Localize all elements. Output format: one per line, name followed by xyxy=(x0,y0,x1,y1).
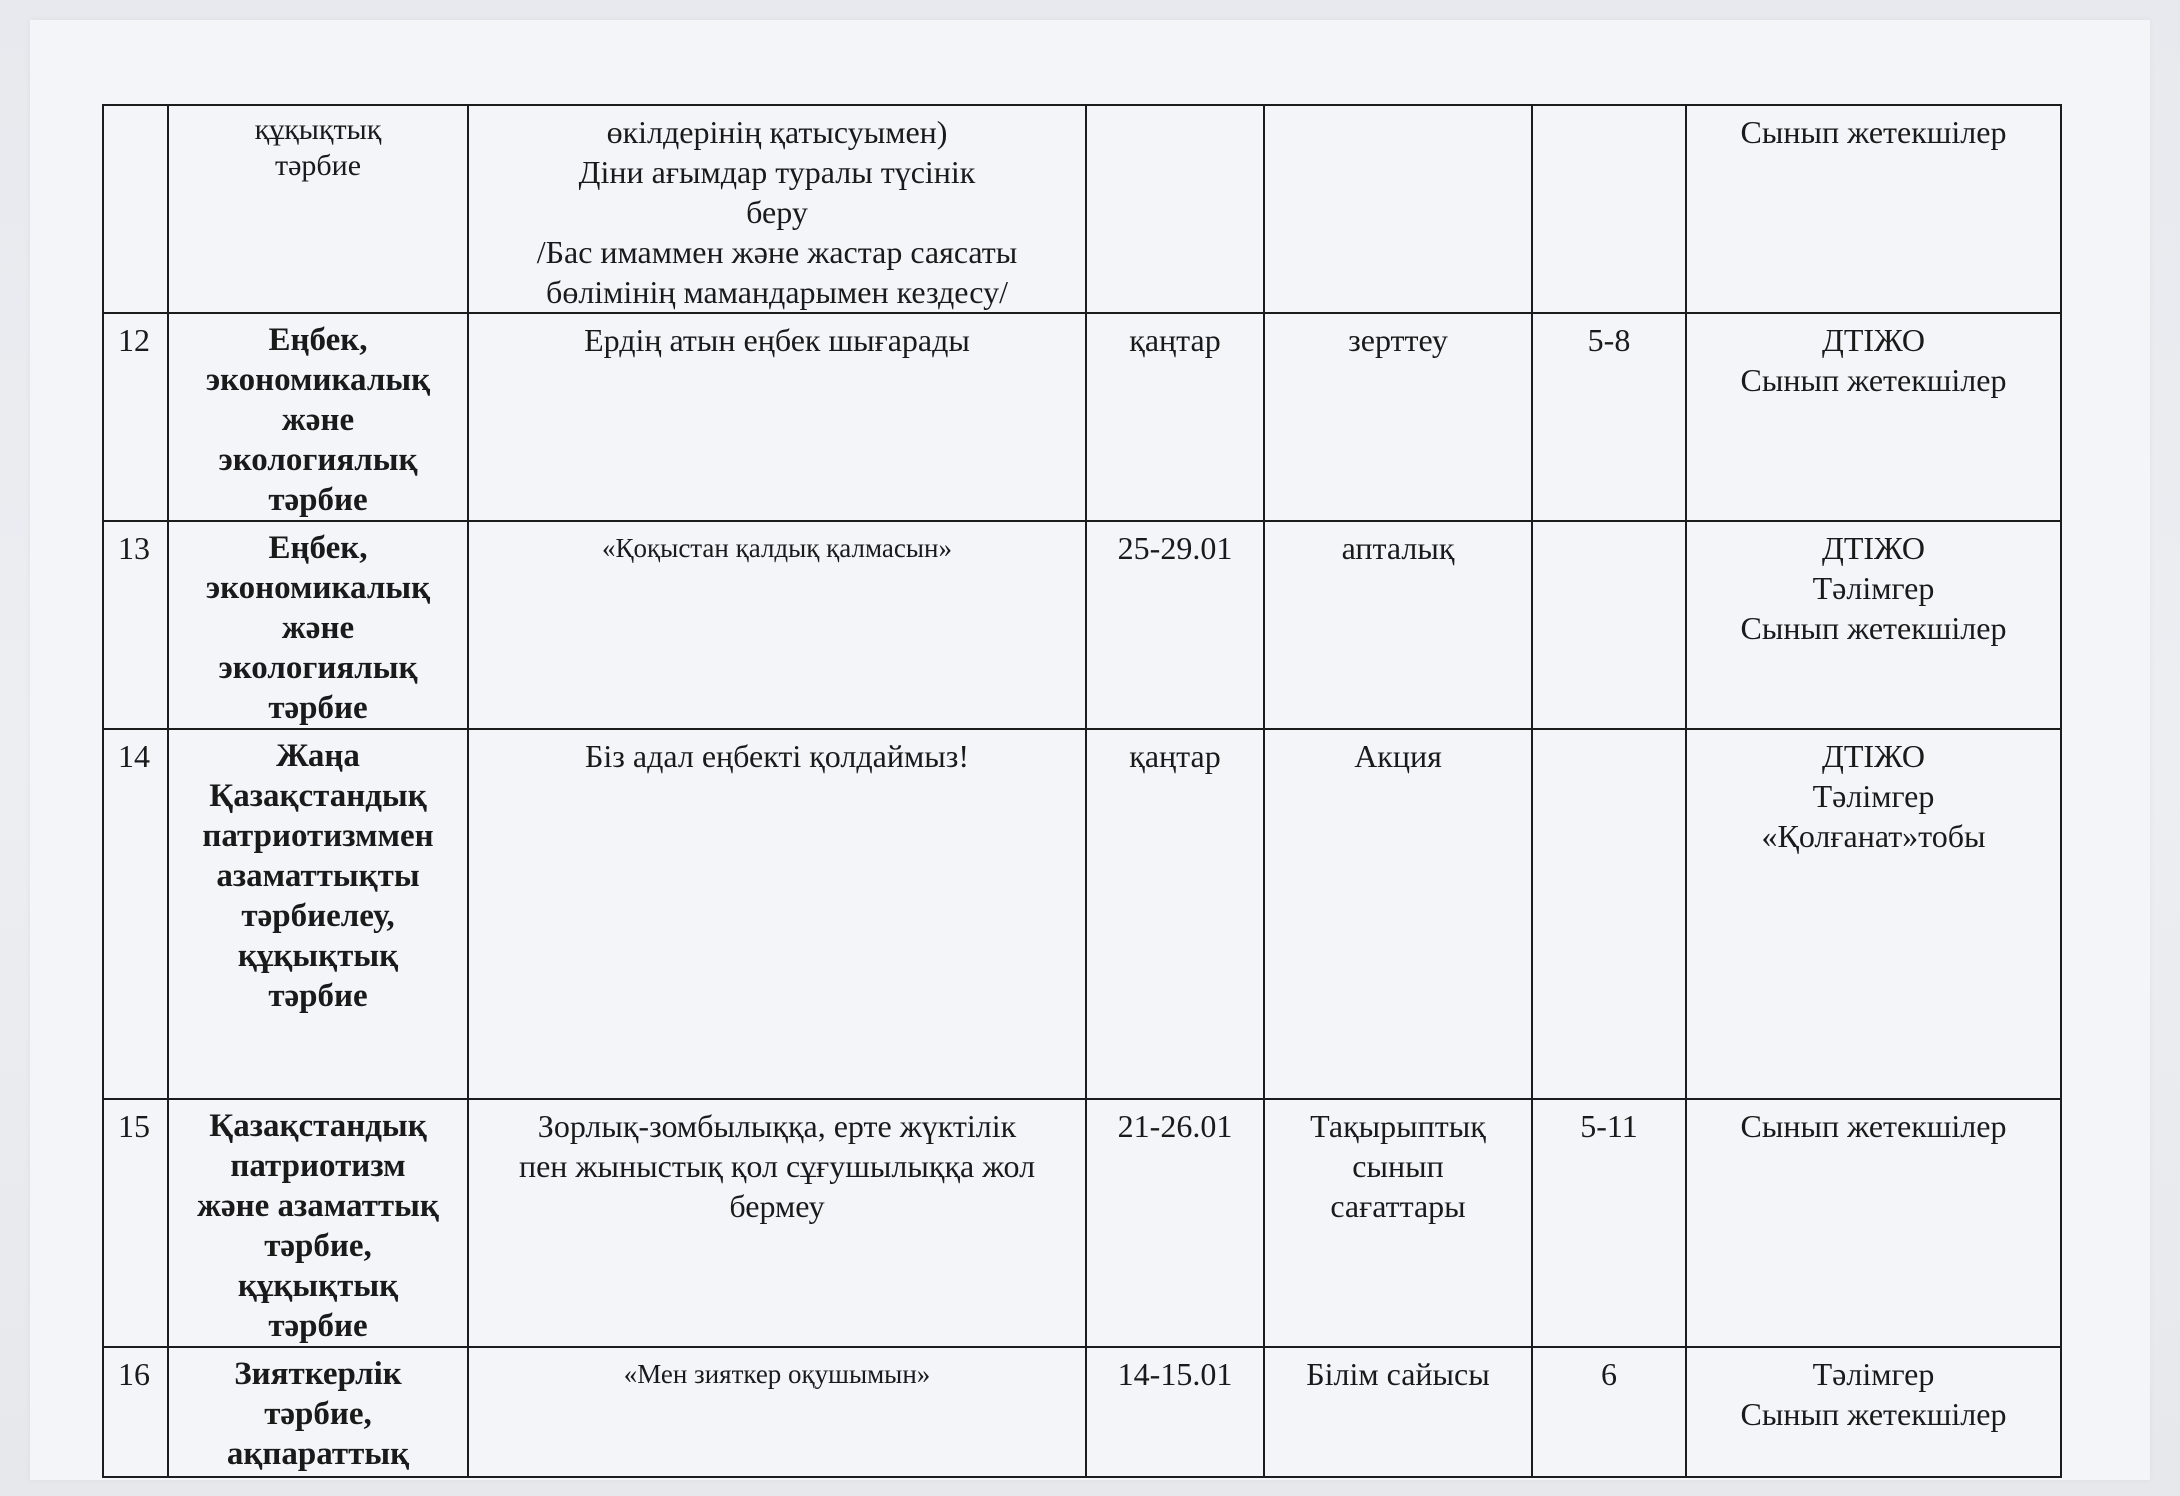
event-cell xyxy=(468,729,1086,1099)
responsible-cell-line: Сынып жетекшілер xyxy=(1740,1396,2007,1432)
topic-cell-line: және xyxy=(281,402,355,438)
event-cell-line: Зорлық-зомбылыққа, ерте жүктілік xyxy=(537,1108,1017,1144)
event-cell xyxy=(468,313,1086,521)
row-number-cell: 13 xyxy=(103,521,168,729)
form-cell xyxy=(1264,1099,1532,1347)
topic-cell-line: құқықтық xyxy=(254,113,382,146)
topic-cell-line: және азаматтық xyxy=(197,1188,439,1224)
topic-cell-line: экологиялық xyxy=(218,650,418,686)
form-cell-line: апталық xyxy=(1341,530,1455,566)
table-row xyxy=(103,313,2061,521)
grade-cell: 5-8 xyxy=(1532,313,1686,521)
event-cell xyxy=(468,1099,1086,1347)
responsible-cell-line: Тәлімгер xyxy=(1812,570,1935,606)
form-cell xyxy=(1264,729,1532,1099)
event-cell xyxy=(468,1347,1086,1477)
topic-cell-line: тәрбие xyxy=(268,1308,368,1344)
form-cell-line: Акция xyxy=(1354,738,1442,774)
responsible-cell-line: Сынып жетекшілер xyxy=(1740,114,2007,150)
date-cell: қаңтар xyxy=(1086,313,1264,521)
topic-cell-line: тәрбие xyxy=(268,690,368,726)
responsible-cell xyxy=(1686,105,2061,313)
table-row xyxy=(103,1347,2061,1477)
event-cell-line: пен жыныстық қол сұғушылыққа жол xyxy=(518,1148,1036,1184)
document-page xyxy=(30,20,2150,1480)
responsible-cell xyxy=(1686,1099,2061,1347)
table-row xyxy=(103,521,2061,729)
responsible-cell xyxy=(1686,729,2061,1099)
events-plan-table xyxy=(102,104,2062,1478)
responsible-cell xyxy=(1686,313,2061,521)
row-number-cell: 15 xyxy=(103,1099,168,1347)
form-cell-line: сағаттары xyxy=(1330,1188,1466,1224)
form-cell xyxy=(1264,105,1532,313)
topic-cell xyxy=(168,313,468,521)
grade-cell: 5-11 xyxy=(1532,1099,1686,1347)
topic-cell-line: және xyxy=(281,610,355,646)
form-cell-line: Тақырыптық xyxy=(1310,1108,1486,1144)
topic-cell-line: тәрбие xyxy=(268,978,368,1014)
topic-cell-line: экологиялық xyxy=(218,442,418,478)
date-cell: қаңтар xyxy=(1086,729,1264,1099)
table-row xyxy=(103,1099,2061,1347)
grade-cell xyxy=(1532,105,1686,313)
row-number-cell: 14 xyxy=(103,729,168,1099)
date-cell: 25-29.01 xyxy=(1086,521,1264,729)
event-cell-line: «Мен зияткер оқушымын» xyxy=(623,1359,931,1389)
topic-cell xyxy=(168,521,468,729)
grade-cell: 6 xyxy=(1532,1347,1686,1477)
plan-table-wrapper xyxy=(102,104,2060,1472)
event-cell-line: бөлімінің мамандарымен кездесу/ xyxy=(546,274,1008,310)
topic-cell-line: тәрбие xyxy=(274,149,362,182)
date-cell xyxy=(1086,105,1264,313)
form-cell-line: зерттеу xyxy=(1348,322,1448,358)
grade-cell xyxy=(1532,521,1686,729)
responsible-cell-line: ДТІЖО xyxy=(1821,530,1925,566)
topic-cell-line: Зияткерлік xyxy=(234,1356,402,1392)
topic-cell-line: патриотизммен xyxy=(202,818,434,854)
grade-cell xyxy=(1532,729,1686,1099)
event-cell-line: Ердің атын еңбек шығарады xyxy=(584,322,970,358)
date-cell: 21-26.01 xyxy=(1086,1099,1264,1347)
topic-cell-line: құқықтық xyxy=(237,938,399,974)
row-number-cell xyxy=(103,105,168,313)
topic-cell-line: тәрбиелеу, xyxy=(241,898,395,934)
event-cell-line: беру xyxy=(746,194,808,230)
event-cell xyxy=(468,521,1086,729)
responsible-cell-line: «Қолғанат»тобы xyxy=(1761,818,1986,854)
event-cell-line: Біз адал еңбекті қолдаймыз! xyxy=(585,738,969,774)
topic-cell-line: Еңбек, xyxy=(268,530,368,566)
form-cell-line: Білім сайысы xyxy=(1306,1356,1490,1392)
responsible-cell-line: Сынып жетекшілер xyxy=(1740,610,2007,646)
topic-cell-line: құқықтық xyxy=(237,1268,399,1304)
event-cell-line: /Бас имаммен және жастар саясаты xyxy=(536,234,1018,270)
form-cell xyxy=(1264,313,1532,521)
event-cell-line: бермеу xyxy=(729,1188,825,1224)
topic-cell xyxy=(168,1099,468,1347)
responsible-cell-line: ДТІЖО xyxy=(1821,322,1925,358)
responsible-cell-line: ДТІЖО xyxy=(1821,738,1925,774)
responsible-cell xyxy=(1686,1347,2061,1477)
form-cell xyxy=(1264,1347,1532,1477)
topic-cell-line: азаматтықты xyxy=(216,858,420,894)
event-cell-line: өкілдерінің қатысуымен) xyxy=(606,114,948,150)
event-cell-line: «Қоқыстан қалдық қалмасын» xyxy=(602,533,952,563)
topic-cell-line: патриотизм xyxy=(230,1148,406,1184)
topic-cell-line: Қазақстандық xyxy=(209,778,427,814)
topic-cell xyxy=(168,1347,468,1477)
responsible-cell-line: Тәлімгер xyxy=(1812,778,1935,814)
row-number-cell: 16 xyxy=(103,1347,168,1477)
topic-cell-line: экономикалық xyxy=(205,570,431,606)
row-number-cell: 12 xyxy=(103,313,168,521)
event-cell-line: Діни ағымдар туралы түсінік xyxy=(578,154,976,190)
topic-cell xyxy=(168,105,468,313)
topic-cell-line: Қазақстандық xyxy=(209,1108,427,1144)
topic-cell-line: тәрбие xyxy=(268,482,368,518)
form-cell-line: сынып xyxy=(1352,1148,1444,1184)
responsible-cell-line: Сынып жетекшілер xyxy=(1740,362,2007,398)
topic-cell-line: Жаңа xyxy=(276,738,360,774)
table-row xyxy=(103,105,2061,313)
event-cell xyxy=(468,105,1086,313)
topic-cell-line: Еңбек, xyxy=(268,322,368,358)
responsible-cell-line: Сынып жетекшілер xyxy=(1740,1108,2007,1144)
topic-cell xyxy=(168,729,468,1099)
topic-cell-line: тәрбие, xyxy=(264,1228,372,1264)
responsible-cell-line: Тәлімгер xyxy=(1812,1356,1935,1392)
date-cell: 14-15.01 xyxy=(1086,1347,1264,1477)
table-row xyxy=(103,729,2061,1099)
form-cell xyxy=(1264,521,1532,729)
topic-cell-line: экономикалық xyxy=(205,362,431,398)
topic-cell-line: ақпараттық xyxy=(226,1436,410,1472)
responsible-cell xyxy=(1686,521,2061,729)
topic-cell-line: тәрбие, xyxy=(264,1396,372,1432)
